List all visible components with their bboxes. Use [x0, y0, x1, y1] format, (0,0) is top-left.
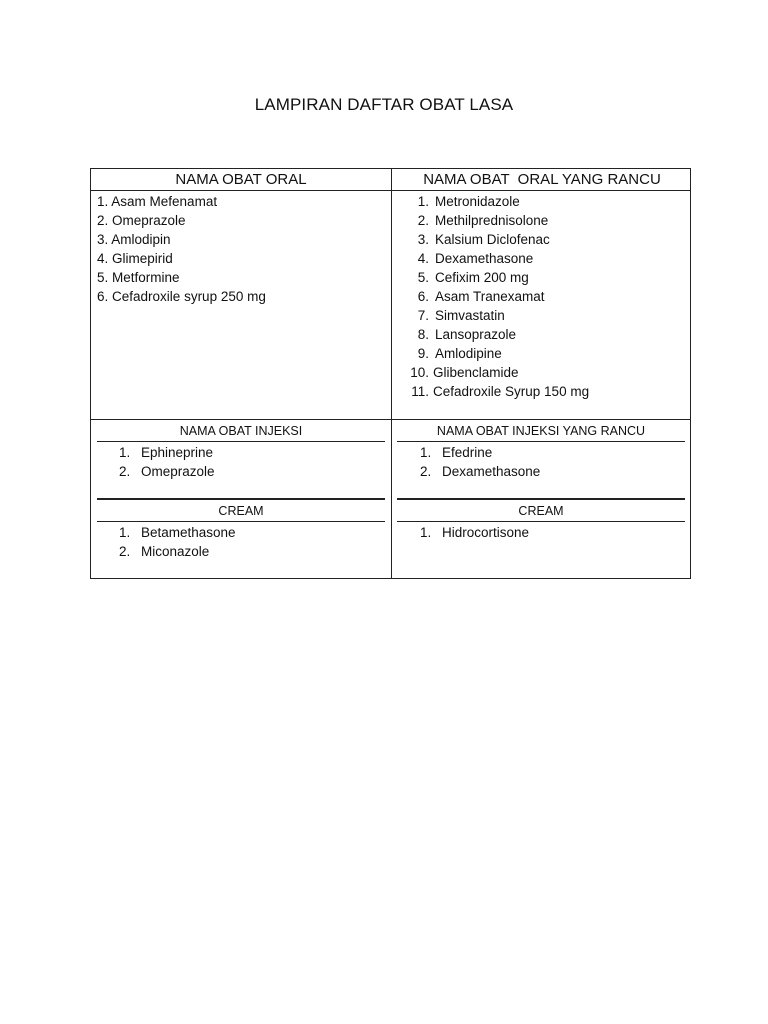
list-item: 9. Amlodipine: [417, 346, 502, 361]
cream-rancu-header-rule: [397, 521, 685, 522]
cream-header-rule: [97, 521, 385, 522]
list-item: 4. Dexamethasone: [417, 251, 534, 266]
list-item: 7. Simvastatin: [417, 308, 505, 323]
cream-header: CREAM: [218, 504, 264, 518]
list-item: 1. Asam Mefenamat: [97, 194, 218, 209]
list-item: 3. Amlodipin: [97, 232, 171, 247]
list-item: 6. Asam Tranexamat: [417, 289, 545, 304]
injeksi-rancu-header: NAMA OBAT INJEKSI YANG RANCU: [436, 424, 646, 438]
injeksi-rancu-section-rule: [397, 498, 685, 500]
header-row-divider: [91, 190, 690, 191]
injeksi-list: [119, 443, 215, 481]
list-item: 2. Miconazole: [119, 544, 210, 559]
oral-header: NAMA OBAT ORAL: [175, 171, 307, 188]
list-item: 5. Metformine: [97, 270, 180, 285]
list-item: 2. Omeprazole: [119, 464, 215, 479]
list-item: 1. Metronidazole: [417, 194, 520, 209]
column-divider: [391, 169, 392, 578]
list-item: 1. Hidrocortisone: [420, 525, 530, 540]
injeksi-header: NAMA OBAT INJEKSI: [179, 424, 303, 438]
list-item: 6. Cefadroxile syrup 250 mg: [97, 289, 266, 304]
list-item: 2. Omeprazole: [97, 213, 186, 228]
list-item: 1. Efedrine: [420, 445, 493, 460]
injeksi-rancu-header-rule: [397, 441, 685, 442]
list-item: 2. Dexamethasone: [420, 464, 541, 479]
cream-list: [119, 523, 236, 561]
list-item: 1. Betamethasone: [119, 525, 236, 540]
list-item: 1. Ephineprine: [119, 445, 214, 460]
oral-section-divider: [91, 419, 690, 420]
document-title: LAMPIRAN DAFTAR OBAT LASA: [254, 95, 514, 114]
injeksi-section-rule: [97, 498, 385, 500]
cream-rancu-list: [420, 523, 529, 542]
oral-rancu-header: NAMA OBAT ORAL YANG RANCU: [423, 171, 661, 188]
list-item: 8. Lansoprazole: [417, 327, 517, 342]
list-item: 2. Methilprednisolone: [417, 213, 549, 228]
list-item: 5. Cefixim 200 mg: [417, 270, 529, 285]
list-item: 3. Kalsium Diclofenac: [417, 232, 550, 247]
list-item: 10. Glibenclamide: [410, 365, 519, 380]
cream-rancu-header: CREAM: [518, 504, 564, 518]
injeksi-rancu-list: [420, 443, 540, 481]
injeksi-header-rule: [97, 441, 385, 442]
lasa-drug-table: [90, 168, 691, 579]
oral-list: [97, 192, 266, 306]
oral-rancu-list: [407, 192, 589, 401]
list-item: 11. Cefadroxile Syrup 150 mg: [411, 384, 590, 399]
list-item: 4. Glimepirid: [97, 251, 173, 266]
